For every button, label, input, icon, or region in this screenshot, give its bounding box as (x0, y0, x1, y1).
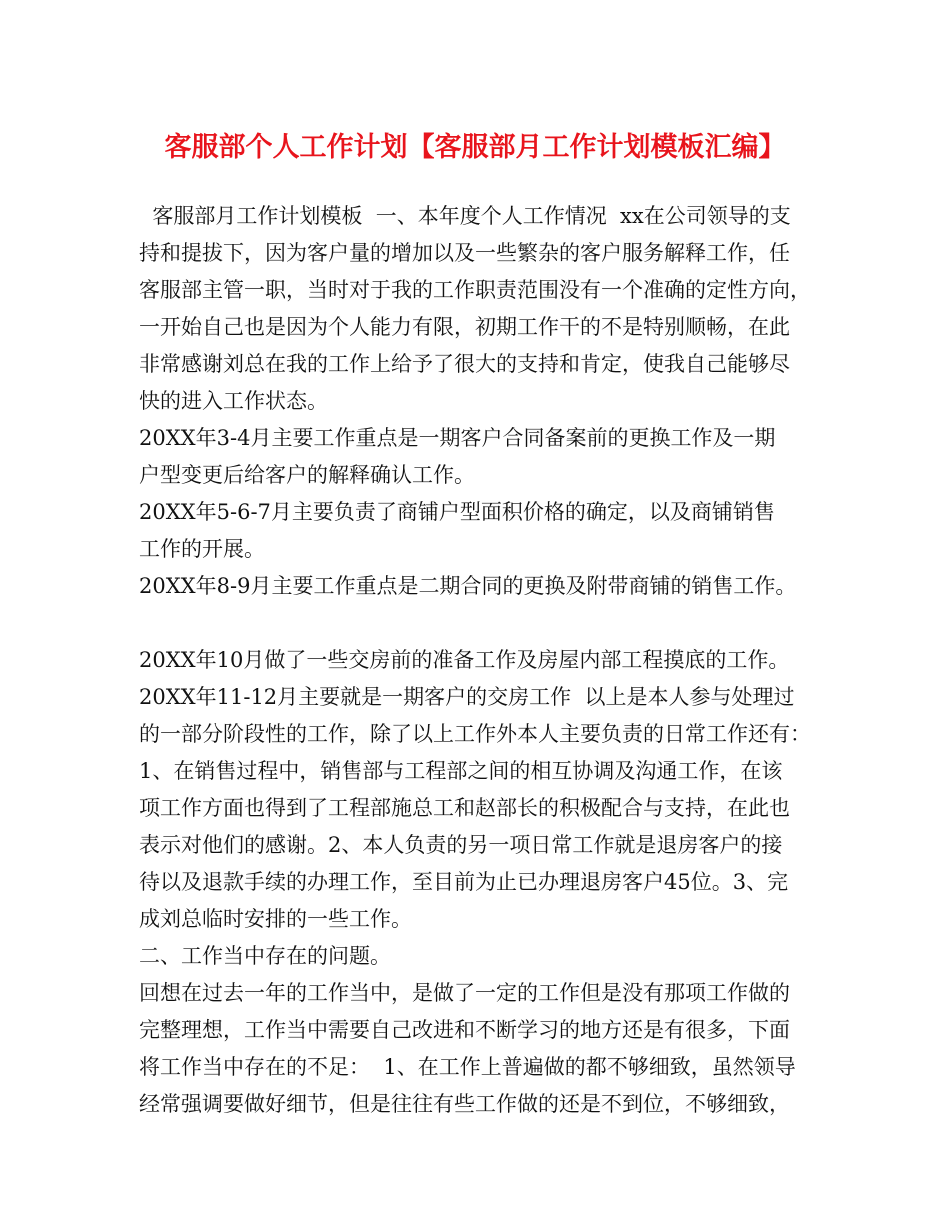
body-line: 非常感谢刘总在我的工作上给予了很大的支持和肯定，使我自己能够尽 (139, 352, 790, 376)
body-line: 成刘总临时安排的一些工作。 (139, 907, 412, 931)
body-line: 完整理想，工作当中需要自己改进和不断学习的地方还是有很多，下面 (139, 1018, 790, 1042)
body-line: 的一部分阶段性的工作，除了以上工作外本人主要负责的日常工作还有： (139, 722, 811, 746)
body-line: 回想在过去一年的工作当中，是做了一定的工作但是没有那项工作做的 (139, 981, 790, 1005)
body-line: 户型变更后给客户的解释确认工作。 (139, 463, 475, 487)
document-body (139, 198, 839, 1123)
body-line: 客服部月工作计划模板 一、本年度个人工作情况 xx在公司领导的支 (139, 204, 791, 228)
body-line: 20XX年10月做了一些交房前的准备工作及房屋内部工程摸底的工作。 (139, 648, 790, 672)
body-line: 工作的开展。 (139, 537, 265, 561)
body-line: 20XX年8-9月主要工作重点是二期合同的更换及附带商铺的销售工作。 (139, 574, 797, 598)
body-line: 客服部主管一职，当时对于我的工作职责范围没有一个准确的定性方向， (139, 278, 811, 302)
body-line: 二、工作当中存在的问题。 (139, 944, 391, 968)
document-title: 客服部个人工作计划【客服部月工作计划模板汇编】 (164, 132, 786, 163)
body-line: 待以及退款手续的办理工作，至目前为止已办理退房客户45位。3、完 (139, 870, 789, 894)
body-line: 1、在销售过程中，销售部与工程部之间的相互协调及沟通工作，在该 (139, 759, 783, 783)
body-line: 20XX年3-4月主要工作重点是一期客户合同备案前的更换工作及一期 (139, 426, 776, 450)
body-line: 20XX年11-12月主要就是一期客户的交房工作 以上是本人参与处理过 (139, 685, 795, 709)
body-line: 表示对他们的感谢。2、本人负责的另一项日常工作就是退房客户的接 (139, 833, 783, 857)
body-line: 20XX年5-6-7月主要负责了商铺户型面积价格的确定，以及商铺销售 (139, 500, 775, 524)
body-line: 快的进入工作状态。 (139, 389, 328, 413)
blank-line (139, 605, 839, 642)
body-line: 一开始自己也是因为个人能力有限，初期工作干的不是特别顺畅，在此 (139, 315, 790, 339)
body-line: 持和提拔下，因为客户量的增加以及一些繁杂的客户服务解释工作，任 (139, 241, 790, 265)
body-line: 项工作方面也得到了工程部施总工和赵部长的积极配合与支持，在此也 (139, 796, 790, 820)
body-line: 经常强调要做好细节，但是往往有些工作做的还是不到位，不够细致， (139, 1092, 790, 1116)
body-line: 将工作当中存在的不足： 1、在工作上普遍做的都不够细致，虽然领导 (139, 1055, 796, 1079)
